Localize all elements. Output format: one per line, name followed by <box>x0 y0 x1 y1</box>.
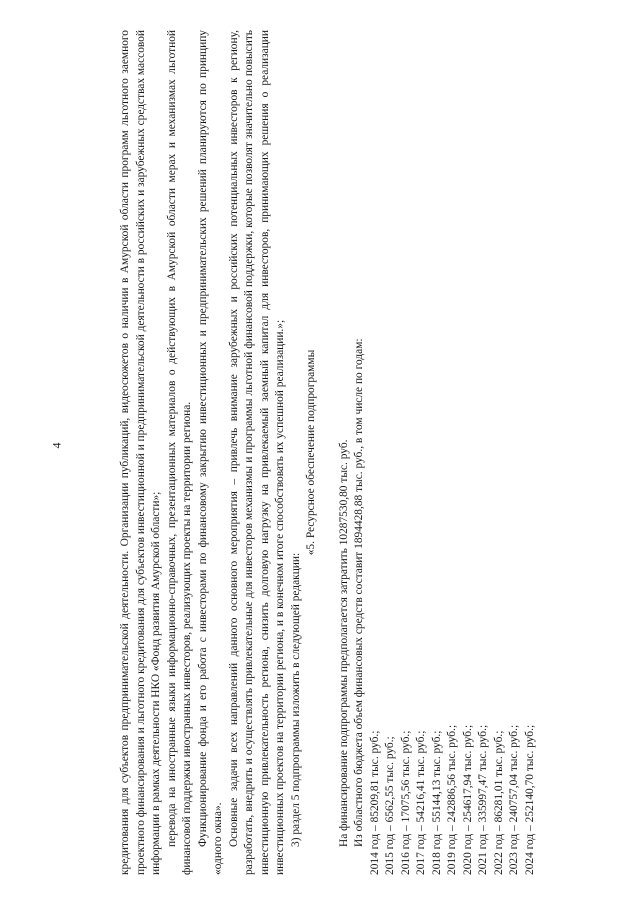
document-body <box>118 30 538 875</box>
list-item: 2016 год – 17075,56 тыс. руб.; <box>399 730 412 875</box>
paragraph: перевода на иностранные языки информационно-справочных, презентационных материалов о действующих в Амурской области мерах и механизмах льготной финансовой поддержки иностранных инвесторов, реализующих проекты на территории региона. <box>165 30 193 875</box>
list-item: 2022 год – 86281,01 тыс. руб.; <box>492 730 505 875</box>
financing-regional: Из областного бюджета объем финансовых средств составит 1894428,88 тыс. руб., в том числе по годам: <box>353 338 365 847</box>
list-item: 2024 год – 252140,70 тыс. руб.; <box>523 724 536 875</box>
list-item: 2020 год – 254617,94 тыс. руб.; <box>461 724 474 875</box>
section-heading: «5. Ресурсное обеспечение подпрограммы <box>305 349 317 556</box>
list-item: 2019 год – 242886,56 тыс. руб.; <box>446 724 458 875</box>
paragraph: Основные задачи всех направлений данного основного мероприятия – привлечь внимание зарубежных и российских потенциальных инвесторов к региону, разработать, внедрить и осуществлять привлекательные для инвесторов механизмы и программы льготной финансовой поддержки, которые позволят значительно повысить инвестиционную привлекательность региона, снизить долговую нагрузку на привлекаемый заемный капитал для инвесторов, принимающих решения о реализации инвестиционных проектов на территории региона, и в конечном итоге способствовать их успешной реализации.»; <box>227 30 286 875</box>
list-item: 2017 год – 54216,41 тыс. руб.; <box>415 730 427 875</box>
amendment-item: 3) раздел 5 подпрограммы изложить в следующей редакции: <box>289 552 302 847</box>
paragraph: Функционирование фонда и его работа с инвесторами по финансовому закрытию инвестиционных и предпринимательских решений планируются по принципу «одного окна». <box>196 30 224 875</box>
financing-total: На финансирование подпрограммы предполагается затратить 10287530,80 тыс. руб. <box>337 439 350 847</box>
list-item: 2014 год – 85209,81 тыс. руб.; <box>368 730 381 875</box>
paragraph: кредитования для субъектов предпринимательской деятельности. Организации публикаций, видеосюжетов о наличии в Амурской области программ льготного заемного проектного финансирования и льготного кредитования для субъектов инвестиционной и предпринимательской деятельности в российских и зарубежных средствах массовой информации в рамках деятельности НКО «Фонд развития Амурской области»; <box>119 30 162 875</box>
list-item: 2018 год – 55144,13 тыс. руб.; <box>430 730 443 875</box>
page-number: 4 <box>49 442 64 449</box>
list-item: 2015 год – 6562,55 тыс. руб.; <box>384 736 396 875</box>
list-item: 2021 год – 335997,47 тыс. руб.; <box>477 724 489 875</box>
list-item: 2023 год – 240757,04 тыс. руб.; <box>508 724 520 875</box>
yearly-funding-list <box>368 30 539 875</box>
